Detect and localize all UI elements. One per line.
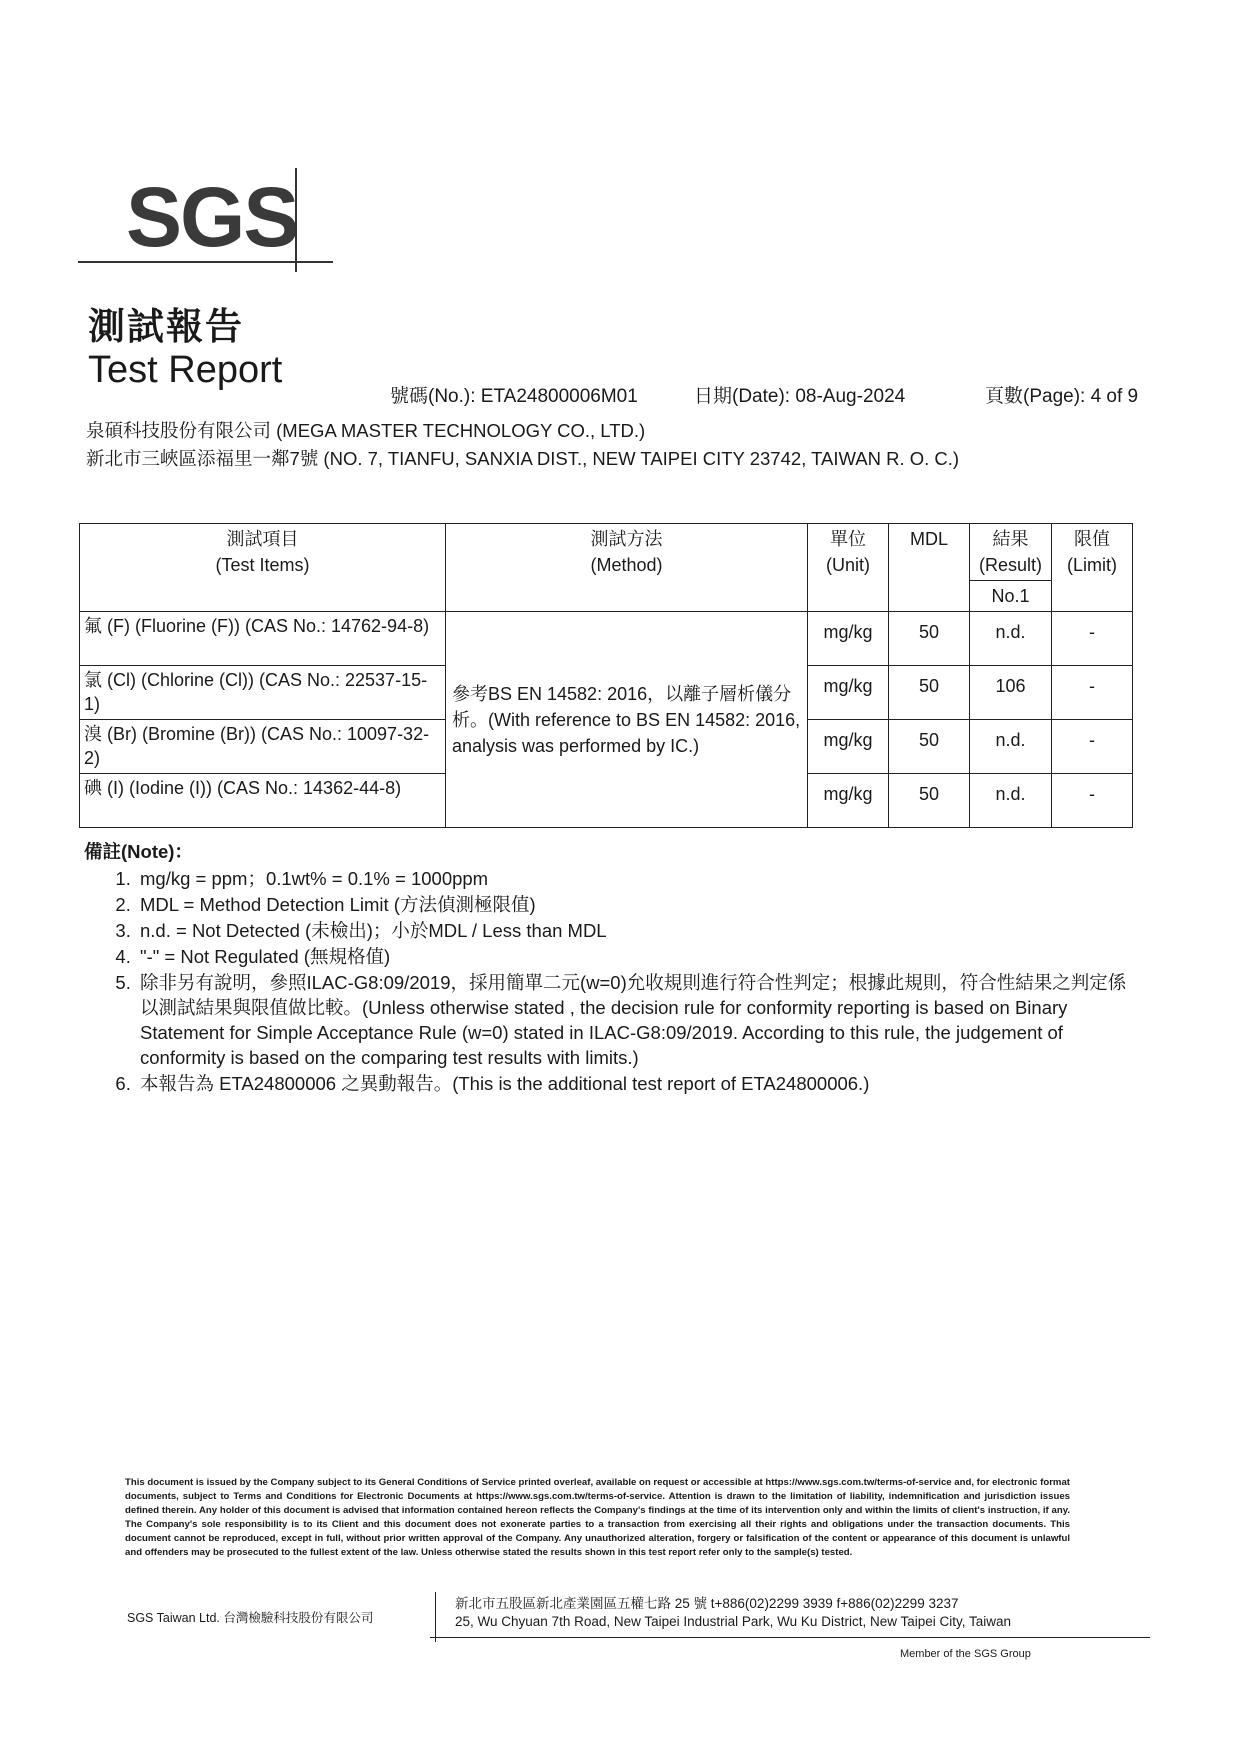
- header-unit: 單位 (Unit): [808, 524, 889, 612]
- sgs-logo: [78, 162, 338, 272]
- result-cell: n.d.: [970, 774, 1052, 828]
- note-item: 1. mg/kg = ppm；0.1wt% = 0.1% = 1000ppm: [136, 866, 1140, 891]
- unit-cell: mg/kg: [808, 612, 889, 666]
- legal-disclaimer: This document is issued by the Company subject to its General Conditions of Service printed overleaf, available on request or accessible at https://www.sgs.com.tw/terms-of-service and, for electronic format documents, subject to Terms and Conditions for Electronic Documents at https://www.sgs.com.tw/terms-of-service. Attention is drawn to the limitation of liability, indemnification and jurisdiction issues defined therein. Any holder of this document is advised that information contained hereon reflects the Company's findings at the time of its intervention only and within the limits of client's instruction, if any. The Company's sole responsibility is to its Client and this document does not exonerate parties to a transaction from exercising all their rights and obligations under the transaction documents. This document cannot be reproduced, except in full, without prior written approval of the Company. Any unauthorized alteration, forgery or falsification of the content or appearance of this document is unlawful and offenders may be prosecuted to the fullest extent of the law. Unless otherwise stated the results shown in this test report refer only to the sample(s) tested.: [125, 1477, 1070, 1558]
- table-row: [80, 612, 1133, 666]
- note-item: 3. n.d. = Not Detected (未檢出)；小於MDL / Less than MDL: [136, 918, 1140, 943]
- test-item-cell: 氟 (F) (Fluorine (F)) (CAS No.: 14762-94-8): [80, 612, 446, 666]
- notes-list: [110, 866, 1140, 1097]
- client-address: 新北市三峽區添福里一鄰7號 (NO. 7, TIANFU, SANXIA DIST., NEW TAIPEI CITY 23742, TAIWAN R. O. C.): [86, 448, 960, 469]
- footer-company: SGS Taiwan Ltd. 台灣檢驗科技股份有限公司: [127, 1611, 374, 1625]
- header-method: 測試方法 (Method): [446, 524, 808, 612]
- report-number: 號碼(No.): ETA24800006M01: [390, 386, 638, 407]
- note-item: 4. "-" = Not Regulated (無規格值): [136, 944, 1140, 969]
- test-item-cell: 碘 (I) (Iodine (I)) (CAS No.: 14362-44-8): [80, 774, 446, 828]
- note-item: 6. 本報告為 ETA24800006 之異動報告。(This is the additional test report of ETA24800006.): [136, 1071, 1140, 1096]
- mdl-cell: 50: [889, 612, 970, 666]
- result-cell: n.d.: [970, 612, 1052, 666]
- limit-cell: -: [1052, 666, 1133, 720]
- footer-address-zh: 新北市五股區新北產業園區五權七路 25 號 t+886(02)2299 3939 f+886(02)2299 3237: [455, 1596, 959, 1611]
- limit-cell: -: [1052, 612, 1133, 666]
- footer-address-en: 25, Wu Chyuan 7th Road, New Taipei Industrial Park, Wu Ku District, New Taipei City, Taiwan: [455, 1614, 1012, 1629]
- unit-cell: mg/kg: [808, 720, 889, 774]
- header-limit: 限值 (Limit): [1052, 524, 1133, 612]
- footer-member: Member of the SGS Group: [900, 1648, 1031, 1660]
- report-title-zh: 測試報告: [88, 306, 244, 347]
- page-number: 頁數(Page): 4 of 9: [985, 386, 1139, 407]
- test-item-cell: 溴 (Br) (Bromine (Br)) (CAS No.: 10097-32-2): [80, 720, 446, 774]
- unit-cell: mg/kg: [808, 774, 889, 828]
- method-cell: 參考BS EN 14582: 2016，以離子層析儀分析。(With reference to BS EN 14582: 2016, analysis was performed by IC.): [446, 612, 808, 828]
- sgs-logo-text: SGS: [126, 170, 298, 264]
- footer-rule: [430, 1637, 1150, 1638]
- note-item: 2. MDL = Method Detection Limit (方法偵測極限值): [136, 892, 1140, 917]
- mdl-cell: 50: [889, 720, 970, 774]
- mdl-cell: 50: [889, 666, 970, 720]
- header-test-items: 測試項目 (Test Items): [80, 524, 446, 612]
- unit-cell: mg/kg: [808, 666, 889, 720]
- notes-title: 備註(Note)：: [84, 841, 193, 862]
- limit-cell: -: [1052, 720, 1133, 774]
- note-item: 5. 除非另有說明，參照ILAC-G8:09/2019，採用簡單二元(w=0)允收規則進行符合性判定；根據此規則，符合性結果之判定係以測試結果與限值做比較。(Unless otherwise stated , the decision rule for conformity reporting is based on Binary Statement for Simple Acceptance Rule (w=0) stated in ILAC-G8:09/2019. According to this rule, the judgement of conformity is based on the comparing test results with limits.): [136, 970, 1140, 1070]
- test-results-table: [79, 523, 1133, 828]
- client-name: 泉碩科技股份有限公司 (MEGA MASTER TECHNOLOGY CO., LTD.): [86, 420, 646, 441]
- footer-divider: [435, 1592, 436, 1642]
- header-mdl: MDL: [889, 524, 970, 612]
- header-result: 結果 (Result): [970, 524, 1052, 581]
- test-item-cell: 氯 (Cl) (Chlorine (Cl)) (CAS No.: 22537-15-1): [80, 666, 446, 720]
- mdl-cell: 50: [889, 774, 970, 828]
- report-title-en: Test Report: [88, 349, 283, 391]
- limit-cell: -: [1052, 774, 1133, 828]
- report-date: 日期(Date): 08-Aug-2024: [694, 386, 906, 407]
- result-cell: n.d.: [970, 720, 1052, 774]
- result-cell: 106: [970, 666, 1052, 720]
- header-result-no1: No.1: [970, 581, 1052, 612]
